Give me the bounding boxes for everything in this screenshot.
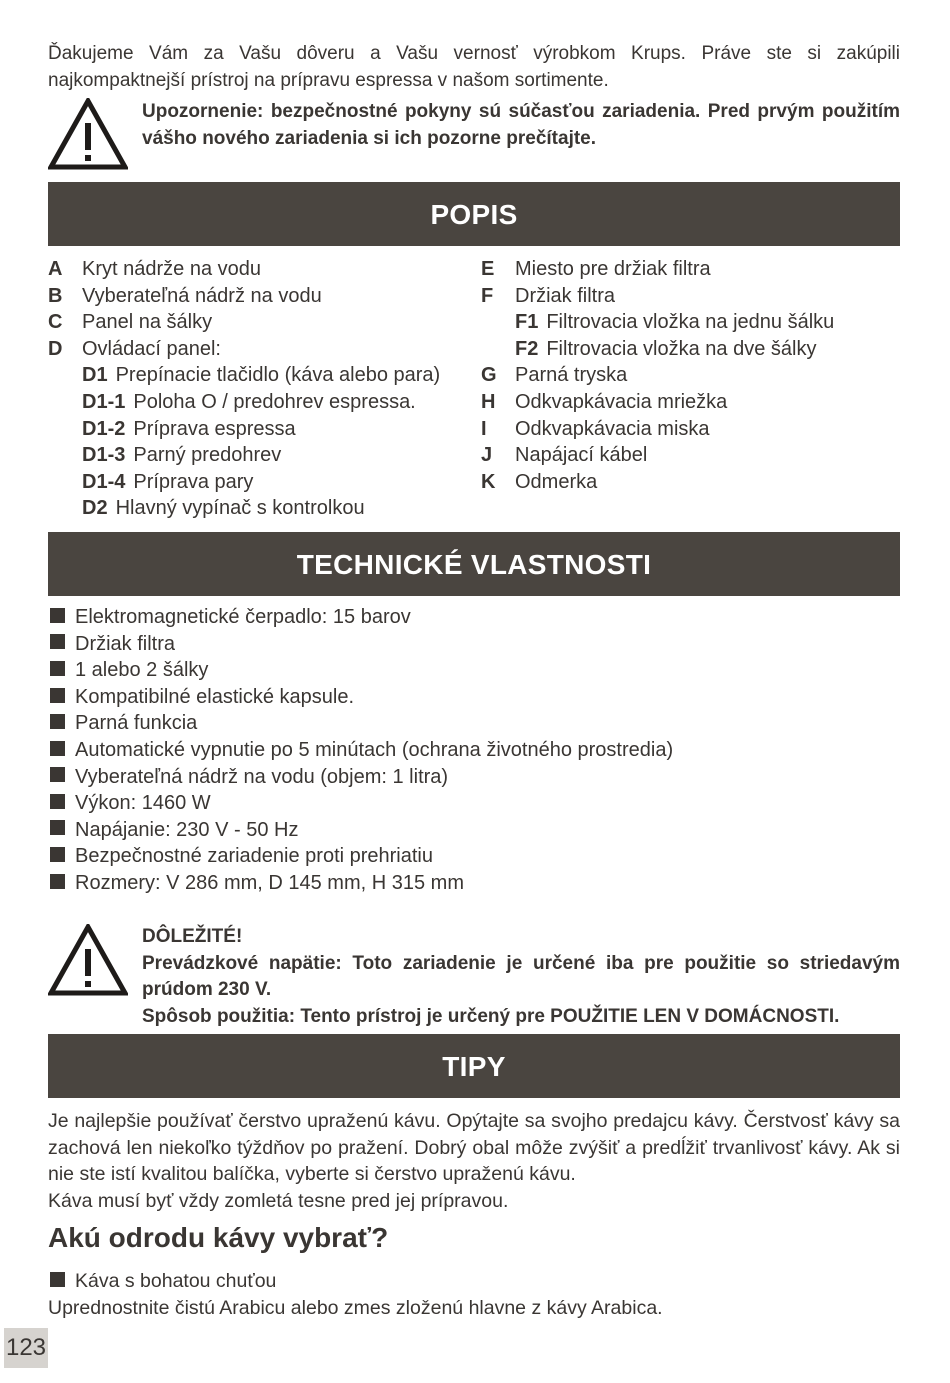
important-warning-text xyxy=(142,924,900,1030)
part-key: F2 xyxy=(515,337,539,360)
part-key: D1-3 xyxy=(82,444,126,467)
part-key: K xyxy=(481,470,496,493)
list-item xyxy=(48,684,900,711)
tips-paragraph: Uprednostnite čistú Arabicu alebo zmes zloženú hlavne z kávy Arabica. xyxy=(48,1296,663,1319)
list-item xyxy=(48,336,481,363)
list-item xyxy=(481,336,900,363)
part-label: Kryt nádrže na vodu xyxy=(82,258,261,280)
list-item xyxy=(48,604,900,631)
list-item xyxy=(48,469,481,496)
list-item-text: 1 alebo 2 šálky xyxy=(75,659,209,682)
list-item-text: Kompatibilné elastické kapsule. xyxy=(75,685,355,708)
part-label: Príprava pary xyxy=(133,470,254,493)
square-bullet-icon xyxy=(50,634,65,649)
section-title-tech: TECHNICKÉ VLASTNOSTI xyxy=(48,532,900,596)
list-item xyxy=(48,256,481,283)
part-label: Parná tryska xyxy=(515,364,628,387)
list-item xyxy=(48,309,481,336)
coffee-variety-heading: Akú odrodu kávy vybrať? xyxy=(48,1222,389,1254)
voltage-note: Prevádzkové napätie: Toto zariadenie je určené iba pre použitie so striedavým prúdom 230 V. xyxy=(142,952,900,1001)
part-key: A xyxy=(48,258,63,280)
list-item xyxy=(48,389,481,416)
important-warning xyxy=(48,924,900,1030)
tips-text xyxy=(48,1108,900,1214)
list-item xyxy=(48,1268,900,1295)
intro-paragraph: Ďakujeme Vám za Vašu dôveru a Vašu vernosť výrobkom Krups. Práve ste si zakúpili najkompaktnejší prístroj na prípravu espressa v našom sortimente. xyxy=(48,43,900,91)
warning-triangle-icon xyxy=(48,924,128,996)
important-heading: DÔLEŽITÉ! xyxy=(142,926,243,948)
list-item xyxy=(48,362,481,389)
list-item xyxy=(481,362,900,389)
list-item xyxy=(48,737,900,764)
list-item xyxy=(48,790,900,817)
part-label: Držiak filtra xyxy=(515,284,616,307)
list-item xyxy=(48,416,481,443)
list-item-text: Držiak filtra xyxy=(75,632,176,655)
list-item xyxy=(481,256,900,283)
list-item-text: Elektromagnetické čerpadlo: 15 barov xyxy=(75,605,411,628)
manual-page xyxy=(48,40,900,1321)
warning-triangle-icon xyxy=(48,98,128,170)
list-item xyxy=(481,309,900,336)
part-key: D1 xyxy=(82,364,108,387)
list-item xyxy=(481,442,900,469)
list-item xyxy=(481,469,900,496)
square-bullet-icon xyxy=(50,767,65,782)
part-key: H xyxy=(481,390,496,413)
part-key: D xyxy=(48,337,63,360)
tips-paragraph: Je najlepšie používať čerstvo upraženú kávu. Opýtajte sa svojho predajcu kávy. Čerstvosť kávy sa zachová len niekoľko týždňov po pražení. Dobrý obal môže zvýšiť a predĺžiť trvanlivosť kávy. Ak si nie ste istí kvalitou balíčka, vyberte si čerstvo upraženú kávu. xyxy=(48,1110,900,1186)
list-item xyxy=(481,389,900,416)
part-label: Odmerka xyxy=(515,470,598,493)
usage-note: Spôsob použitia: Tento prístroj je určený pre POUŽITIE LEN V DOMÁCNOSTI. xyxy=(142,1005,840,1027)
square-bullet-icon xyxy=(50,608,65,623)
section-title-tipy: TIPY xyxy=(48,1034,900,1098)
list-item-text: Káva s bohatou chuťou xyxy=(75,1270,277,1293)
square-bullet-icon xyxy=(50,874,65,889)
list-item xyxy=(48,657,900,684)
part-key: I xyxy=(481,417,487,440)
square-bullet-icon xyxy=(50,688,65,703)
part-key: F xyxy=(481,284,494,307)
safety-warning xyxy=(48,98,900,170)
part-label: Odkvapkávacia mriežka xyxy=(515,390,728,413)
list-item xyxy=(48,495,481,522)
safety-warning-text: Upozornenie: bezpečnostné pokyny sú súčasťou zariadenia. Pred prvým použitím vášho nového zariadenia si ich pozorne prečítajte. xyxy=(142,101,900,149)
coffee-variety-text xyxy=(48,1268,900,1321)
part-key: E xyxy=(481,258,495,280)
part-key: F1 xyxy=(515,311,539,334)
parts-list-right xyxy=(481,256,900,522)
list-item xyxy=(48,442,481,469)
page-number: 123 xyxy=(4,1328,48,1368)
list-item xyxy=(48,710,900,737)
part-label: Hlavný vypínač s kontrolkou xyxy=(115,497,365,520)
tips-paragraph: Káva musí byť vždy zomletá tesne pred jej prípravou. xyxy=(48,1189,509,1212)
part-label: Filtrovacia vložka na dve šálky xyxy=(546,337,817,360)
list-item-text: Výkon: 1460 W xyxy=(75,792,211,815)
list-item-text: Parná funkcia xyxy=(75,712,198,735)
square-bullet-icon xyxy=(50,741,65,756)
list-item xyxy=(48,843,900,870)
tech-specs-list xyxy=(48,604,900,897)
list-item xyxy=(481,283,900,310)
list-item xyxy=(48,764,900,791)
list-item-text: Napájanie: 230 V - 50 Hz xyxy=(75,818,299,841)
part-label: Filtrovacia vložka na jednu šálku xyxy=(546,311,835,334)
part-key: D1-2 xyxy=(82,417,126,440)
part-label: Poloha O / predohrev espressa. xyxy=(133,390,416,413)
list-item xyxy=(481,416,900,443)
square-bullet-icon xyxy=(50,847,65,862)
parts-description xyxy=(48,256,900,522)
square-bullet-icon xyxy=(50,714,65,729)
part-label: Vyberateľná nádrž na vodu xyxy=(82,284,322,307)
part-key: G xyxy=(481,364,497,387)
square-bullet-icon xyxy=(50,661,65,676)
part-key: D1-1 xyxy=(82,390,126,413)
part-label: Odkvapkávacia miska xyxy=(515,417,710,440)
square-bullet-icon xyxy=(50,1272,65,1287)
list-item xyxy=(48,283,481,310)
square-bullet-icon xyxy=(50,820,65,835)
part-label: Panel na šálky xyxy=(82,311,213,334)
part-label: Napájací kábel xyxy=(515,444,648,467)
parts-list-left xyxy=(48,256,481,522)
part-label: Parný predohrev xyxy=(133,444,282,467)
part-label: Prepínacie tlačidlo (káva alebo para) xyxy=(115,364,441,387)
part-key: C xyxy=(48,311,63,334)
list-item-text: Rozmery: V 286 mm, D 145 mm, H 315 mm xyxy=(75,871,464,894)
part-key: B xyxy=(48,284,63,307)
list-item-text: Automatické vypnutie po 5 minútach (ochrana životného prostredia) xyxy=(75,738,674,761)
part-label: Príprava espressa xyxy=(133,417,296,440)
part-label: Miesto pre držiak filtra xyxy=(515,258,711,280)
list-item-text: Vyberateľná nádrž na vodu (objem: 1 litra) xyxy=(75,765,449,788)
section-title-popis: POPIS xyxy=(48,182,900,246)
list-item xyxy=(48,870,900,897)
list-item xyxy=(48,631,900,658)
list-item xyxy=(48,817,900,844)
list-item-text: Bezpečnostné zariadenie proti prehriatiu xyxy=(75,845,433,868)
square-bullet-icon xyxy=(50,794,65,809)
part-key: D2 xyxy=(82,497,108,520)
part-key: J xyxy=(481,444,493,467)
part-key: D1-4 xyxy=(82,470,126,493)
part-label: Ovládací panel: xyxy=(82,337,221,360)
